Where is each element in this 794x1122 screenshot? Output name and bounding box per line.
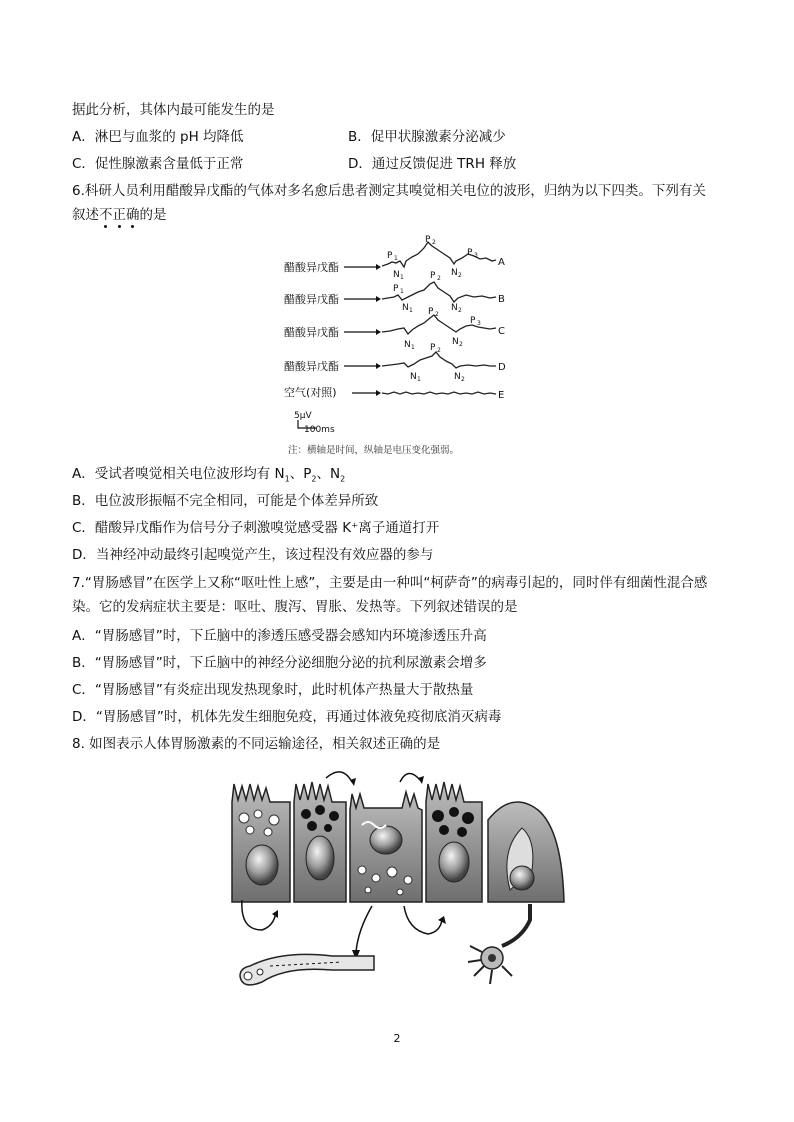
page-number: 2	[393, 1032, 401, 1045]
cell-4	[426, 782, 482, 902]
label-b-n: N	[402, 303, 409, 313]
q5-option-a: A．淋巴与血浆的 pH 均降低	[72, 129, 244, 145]
control-label: 空气(对照)	[284, 386, 337, 399]
label-a-n2-sub: 2	[458, 272, 462, 279]
label-a-n-sub: 1	[400, 274, 404, 281]
label-d-n-sub: 1	[417, 376, 421, 383]
q6-option-a-prefix: A．受试者嗅觉相关电位波形均有 N	[72, 466, 285, 482]
wave-label-c: C	[498, 326, 505, 337]
q6-option-c: C．醋酸异戊酯作为信号分子刺激嗅觉感受器 K⁺离子通道打开	[72, 520, 440, 536]
q6-option-b: B．电位波形振幅不完全相同，可能是个体差异所致	[72, 493, 379, 509]
label-c-p3: P	[470, 316, 476, 326]
arrowhead-c	[376, 329, 381, 335]
q8-stem: 8. 如图表示人体胃肠激素的不同运输途径，相关叙述正确的是	[72, 736, 441, 752]
arrow-paracrine-right	[404, 906, 442, 934]
label-b-p: P	[393, 284, 399, 294]
waveform-d	[382, 352, 496, 368]
q6-option-d: D．当神经冲动最终引起嗅觉产生，该过程没有效应器的参与	[72, 547, 434, 563]
label-c-n2: N	[452, 337, 459, 347]
label-b-n2: N	[451, 303, 458, 313]
arrowhead-b	[376, 296, 381, 302]
waveform-a	[382, 242, 496, 267]
q5-option-b: B．促甲状腺激素分泌减少	[348, 129, 506, 145]
q6-stem-before: 叙述	[72, 207, 99, 223]
q6-stem-line1: 6.科研人员利用醋酸异戊酯的气体对多名愈后患者测定其嗅觉相关电位的波形，归纳为以下四类。下列有关	[72, 183, 706, 199]
label-c-n-sub: 1	[411, 344, 415, 351]
stimulus-label-d: 醋酸异戊酯	[284, 360, 339, 373]
blood-cell	[257, 969, 263, 975]
q7-option-d: D．“胃肠感冒”时，机体先发生细胞免疫，再通过体液免疫彻底消灭病毒	[72, 709, 502, 725]
q6-option-a-sep: 、P	[289, 466, 312, 482]
label-b-n-sub: 1	[409, 307, 413, 314]
q7-stem-line1: 7.“胃肠感冒”在医学上又称“呕吐性上感”，主要是由一种叫“柯萨奇”的病毒引起的，同时伴有细菌性混合感	[72, 575, 708, 591]
cell-1	[232, 784, 290, 902]
label-c-p2: P	[428, 307, 434, 317]
label-a-p-sub: 1	[394, 255, 398, 262]
q5-option-c: C．促性腺激素含量低于正常	[72, 156, 244, 172]
q5-option-d: D．通过反馈促进 TRH 释放	[348, 156, 517, 172]
cell-3	[350, 792, 422, 902]
label-a-p3-sub: 3	[474, 252, 478, 259]
label-b-p-sub: 1	[400, 288, 404, 295]
axon	[502, 904, 530, 946]
q7-option-c: C．“胃肠感冒”有炎症出现发热现象时，此时机体产热量大于散热量	[72, 682, 474, 698]
label-d-n2: N	[454, 372, 461, 382]
stimulus-label-c: 醋酸异戊酯	[284, 326, 339, 339]
arrow-lumen-right	[400, 773, 420, 782]
arrowhead-a	[376, 264, 381, 270]
q6-stem-after: 的是	[139, 207, 167, 223]
label-d-p2: P	[430, 343, 436, 353]
q6-emph-2: 正	[112, 207, 126, 223]
label-a-p2: P	[425, 235, 431, 245]
label-a-p3: P	[467, 248, 473, 258]
q7-option-a: A．“胃肠感冒”时，下丘脑中的渗透压感受器会感知内环境渗透压升高	[72, 628, 487, 644]
label-a-p: P	[387, 251, 393, 261]
neuron-nucleus	[488, 954, 496, 962]
label-d-n: N	[410, 372, 417, 382]
q6-stem-line2	[72, 206, 167, 224]
q6-option-a	[72, 465, 345, 489]
arrowhead-d	[376, 363, 381, 369]
label-b-n2-sub: 2	[458, 307, 462, 314]
q5-stem: 据此分析，其体内最可能发生的是	[72, 102, 275, 118]
arrow-paracrine-left	[242, 900, 276, 930]
q6-emph-1: 不	[99, 207, 113, 223]
q6-option-a-sub1: 1	[284, 474, 290, 484]
scale-time: 100ms	[304, 425, 335, 435]
figure-note: 注：横轴是时间，纵轴是电压变化强弱。	[288, 445, 460, 456]
arrowhead-e	[376, 390, 381, 396]
wave-label-b: B	[498, 294, 505, 305]
q6-option-a-sep2: 、N	[316, 466, 341, 482]
cell-2	[294, 782, 346, 902]
q6-option-a-sub3: 2	[340, 474, 346, 484]
q7-option-b: B．“胃肠感冒”时，下丘脑中的神经分泌细胞分泌的抗利尿激素会增多	[72, 655, 487, 671]
arrowhead-lumen-right	[418, 776, 424, 784]
label-c-p2-sub: 2	[435, 311, 439, 318]
stimulus-label-a: 醋酸异戊酯	[284, 261, 339, 274]
label-a-p2-sub: 2	[432, 239, 436, 246]
q6-option-a-sub2: 2	[311, 474, 317, 484]
label-b-p2-sub: 2	[437, 275, 441, 282]
wave-label-e: E	[498, 390, 505, 401]
label-b-p2: P	[430, 271, 436, 281]
waveform-e	[382, 392, 496, 394]
label-a-n: N	[393, 270, 400, 280]
stimulus-label-b: 醋酸异戊酯	[284, 293, 339, 306]
label-c-p3-sub: 3	[477, 320, 481, 327]
wave-label-d: D	[498, 362, 506, 373]
q6-emph-3: 确	[126, 207, 140, 223]
label-c-n: N	[404, 340, 411, 350]
wave-label-a: A	[498, 257, 505, 268]
label-d-p2-sub: 2	[437, 347, 441, 354]
label-a-n2: N	[451, 268, 458, 278]
q7-stem-line2: 染。它的发病症状主要是：呕吐、腹泻、胃胀、发热等。下列叙述错误的是	[72, 599, 518, 615]
gi-hormone-transport-figure	[222, 770, 582, 1002]
label-d-n2-sub: 2	[461, 376, 465, 383]
blood-cell	[244, 972, 252, 980]
arrow-endocrine	[356, 906, 372, 952]
olfactory-potential-figure	[280, 228, 520, 460]
scale-voltage: 5μV	[294, 411, 312, 421]
arrow-lumen-left	[326, 772, 352, 782]
cell-5	[488, 802, 564, 902]
label-c-n2-sub: 2	[459, 341, 463, 348]
